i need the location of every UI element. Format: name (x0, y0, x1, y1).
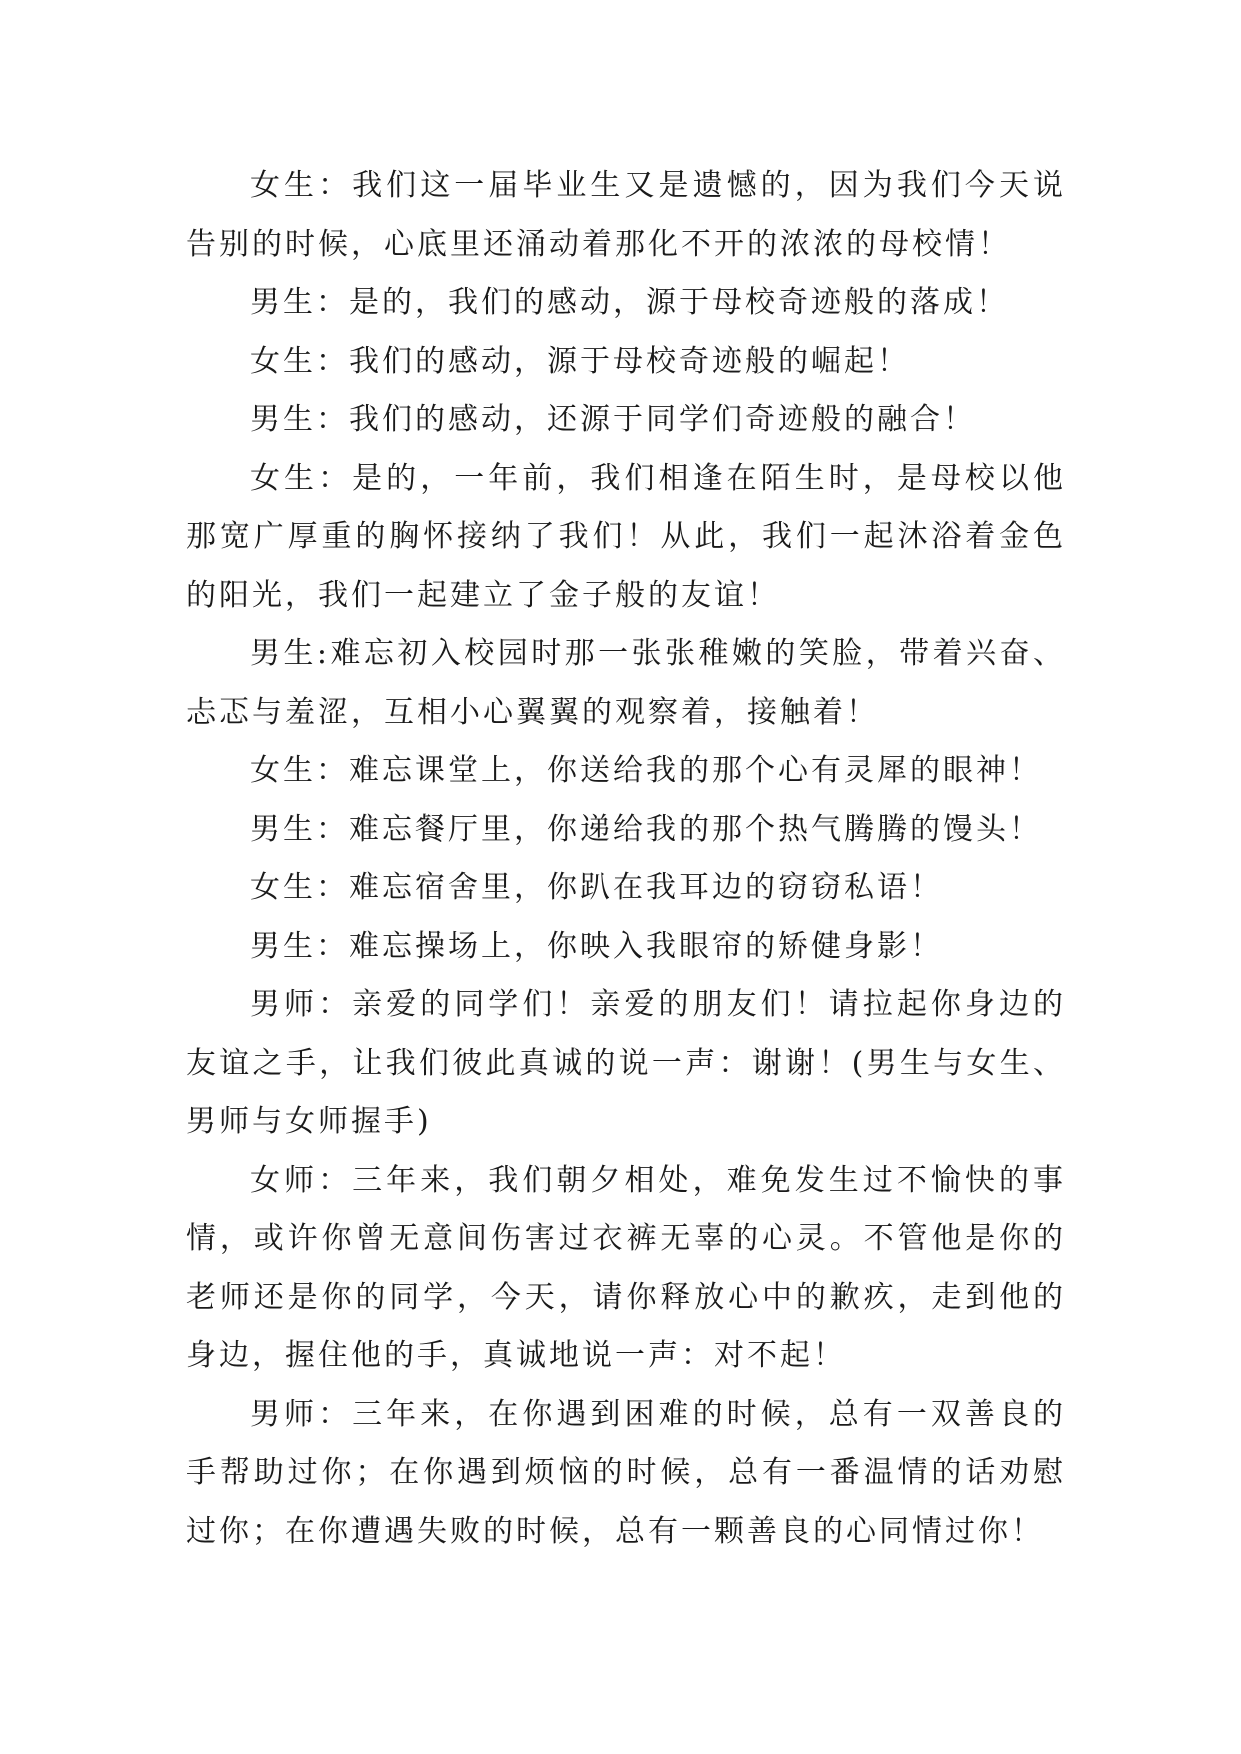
paragraph-11: 男师：亲爱的同学们！亲爱的朋友们！请拉起你身边的友谊之手，让我们彼此真诚的说一声：谢谢！(男生与女生、男师与女师握手) (186, 987, 1066, 1139)
paragraph-8: 男生：难忘餐厅里，你递给我的那个热气腾腾的馒头！ (250, 811, 1042, 847)
paragraph-10: 男生：难忘操场上，你映入我眼帘的矫健身影！ (250, 928, 943, 964)
paragraph-4: 男生：我们的感动，还源于同学们奇迹般的融合！ (250, 402, 976, 437)
paragraph-2: 男生：是的，我们的感动，源于母校奇迹般的落成！ (250, 285, 1009, 320)
paragraph-9: 女生：难忘宿舍里，你趴在我耳边的窃窃私语！ (250, 870, 943, 905)
paragraph-12: 女师：三年来，我们朝夕相处，难免发生过不愉快的事情，或许你曾无意间伤害过衣裤无辜的心灵。不管他是你的老师还是你的同学，今天，请你释放心中的歉疚，走到他的身边，握住他的手，真诚地说一声：对不起！ (186, 1162, 1066, 1373)
paragraph-1: 女生：我们这一届毕业生又是遗憾的，因为我们今天说告别的时候，心底里还涌动着那化不开的浓浓的母校情！ (186, 168, 1066, 262)
document-body (186, 157, 1066, 1561)
paragraph-13: 男师：三年来，在你遇到困难的时候，总有一双善良的手帮助过你；在你遇到烦恼的时候，总有一番温情的话劝慰过你；在你遭遇失败的时候，总有一颗善良的心同情过你！ (186, 1396, 1066, 1549)
paragraph-3: 女生：我们的感动，源于母校奇迹般的崛起！ (250, 343, 910, 379)
paragraph-6: 男生:难忘初入校园时那一张张稚嫩的笑脸，带着兴奋、忐忑与羞涩，互相小心翼翼的观察着，接触着！ (186, 636, 1066, 730)
paragraph-5: 女生：是的，一年前，我们相逢在陌生时，是母校以他那宽广厚重的胸怀接纳了我们！从此，我们一起沐浴着金色的阳光，我们一起建立了金子般的友谊！ (186, 460, 1066, 613)
paragraph-7: 女生：难忘课堂上，你送给我的那个心有灵犀的眼神！ (250, 753, 1042, 788)
